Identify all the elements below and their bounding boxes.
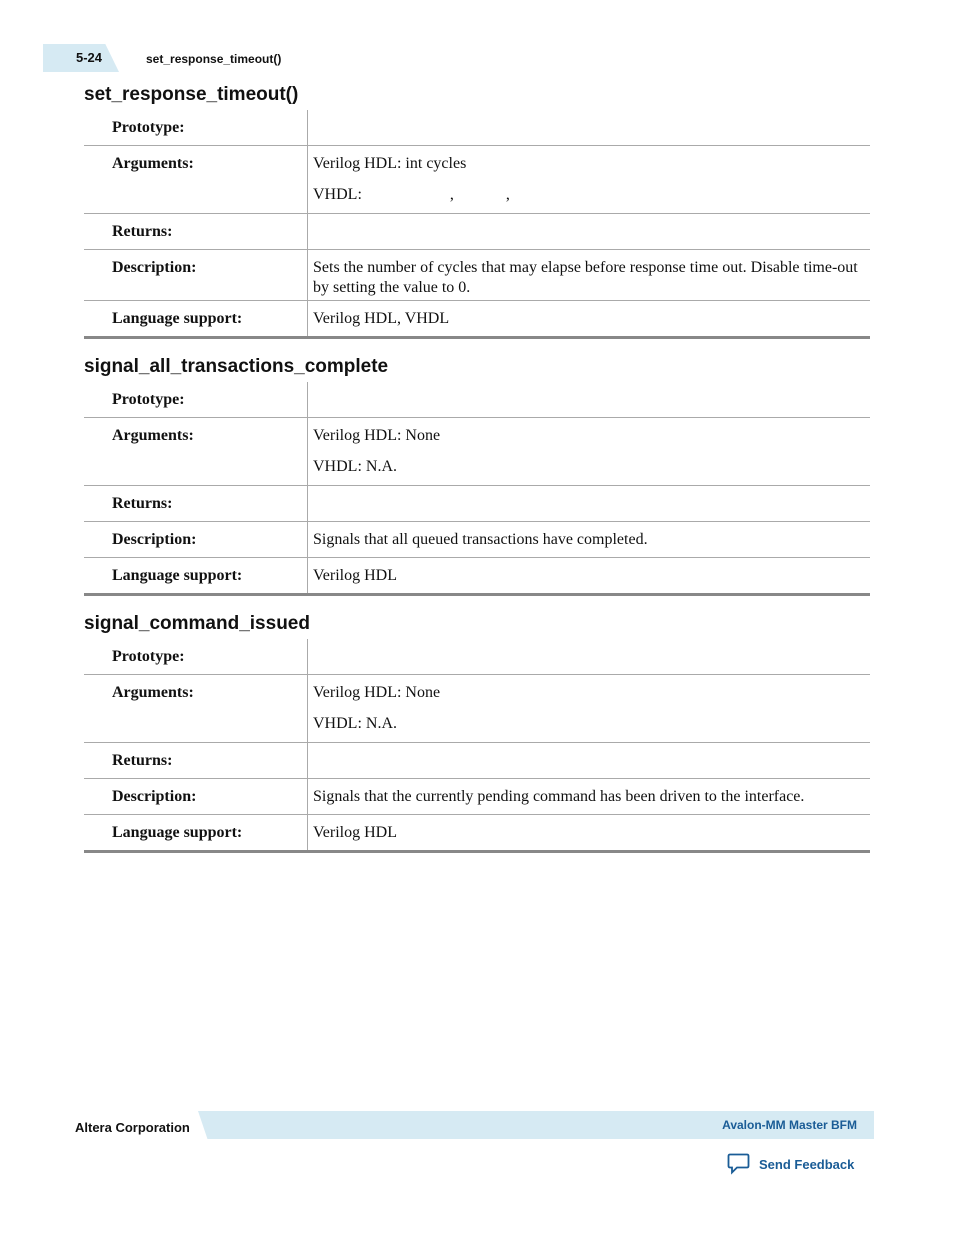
row-label: Description: bbox=[84, 779, 308, 815]
row-label: Language support: bbox=[84, 301, 308, 338]
row-description bbox=[84, 779, 870, 815]
row-label: Description: bbox=[84, 522, 308, 558]
arguments-verilog: Verilog HDL: None bbox=[313, 684, 441, 701]
description-text: Sets the number of cycles that may elapse before response time out. Disable time-out by setting the value to 0. bbox=[313, 259, 858, 296]
row-value: Verilog HDL bbox=[308, 815, 871, 852]
arguments-verilog: Verilog HDL: None bbox=[313, 427, 441, 444]
arguments-vhdl: VHDL: N.A. bbox=[313, 458, 397, 475]
row-value bbox=[308, 743, 871, 779]
send-feedback-link[interactable] bbox=[727, 1153, 854, 1175]
arguments-vhdl: VHDL: N.A. bbox=[313, 715, 397, 732]
row-value bbox=[308, 214, 871, 250]
row-returns bbox=[84, 486, 870, 522]
row-prototype bbox=[84, 110, 870, 146]
row-value bbox=[308, 382, 871, 418]
row-label: Returns: bbox=[84, 214, 308, 250]
row-returns bbox=[84, 214, 870, 250]
section-set-response-timeout bbox=[84, 80, 870, 339]
api-table bbox=[84, 110, 870, 339]
api-table bbox=[84, 382, 870, 596]
send-feedback-label: Send Feedback bbox=[759, 1156, 855, 1172]
row-label: Prototype: bbox=[84, 639, 308, 675]
row-label: Prototype: bbox=[84, 110, 308, 146]
row-label: Language support: bbox=[84, 558, 308, 595]
row-label: Returns: bbox=[84, 743, 308, 779]
row-arguments bbox=[84, 675, 870, 743]
row-label: Arguments: bbox=[84, 146, 308, 214]
row-returns bbox=[84, 743, 870, 779]
arguments-vhdl: VHDL: , , bbox=[313, 186, 510, 203]
section-title: set_response_timeout() bbox=[84, 84, 299, 105]
speech-bubble-icon bbox=[727, 1153, 750, 1175]
doc-title-link[interactable]: Avalon-MM Master BFM bbox=[722, 1118, 857, 1132]
row-language-support bbox=[84, 815, 870, 852]
row-label: Language support: bbox=[84, 815, 308, 852]
row-label: Returns: bbox=[84, 486, 308, 522]
section-title: signal_all_transactions_complete bbox=[84, 356, 389, 377]
row-label: Arguments: bbox=[84, 418, 308, 486]
row-description bbox=[84, 250, 870, 301]
row-arguments bbox=[84, 418, 870, 486]
row-label: Description: bbox=[84, 250, 308, 301]
row-value bbox=[308, 486, 871, 522]
row-value bbox=[308, 146, 871, 214]
row-label: Prototype: bbox=[84, 382, 308, 418]
row-language-support bbox=[84, 558, 870, 595]
arguments-verilog: Verilog HDL: int cycles bbox=[313, 155, 467, 172]
row-value bbox=[308, 110, 871, 146]
row-value bbox=[308, 639, 871, 675]
row-description bbox=[84, 522, 870, 558]
row-value: Verilog HDL bbox=[308, 558, 871, 595]
section-signal-all-transactions-complete bbox=[84, 352, 870, 596]
api-table bbox=[84, 639, 870, 853]
row-language-support bbox=[84, 301, 870, 338]
row-value: Verilog HDL, VHDL bbox=[308, 301, 871, 338]
row-value bbox=[308, 418, 871, 486]
row-value: Signals that the currently pending command has been driven to the interface. bbox=[308, 779, 871, 815]
section-signal-command-issued bbox=[84, 609, 870, 853]
row-value bbox=[308, 675, 871, 743]
section-title: signal_command_issued bbox=[84, 613, 310, 634]
page-number: 5-24 bbox=[76, 50, 103, 65]
company-name: Altera Corporation bbox=[75, 1120, 190, 1135]
row-arguments bbox=[84, 146, 870, 214]
row-prototype bbox=[84, 382, 870, 418]
row-label: Arguments: bbox=[84, 675, 308, 743]
row-prototype bbox=[84, 639, 870, 675]
row-value bbox=[308, 250, 871, 301]
row-value: Signals that all queued transactions have completed. bbox=[308, 522, 871, 558]
running-title: set_response_timeout() bbox=[146, 52, 282, 66]
